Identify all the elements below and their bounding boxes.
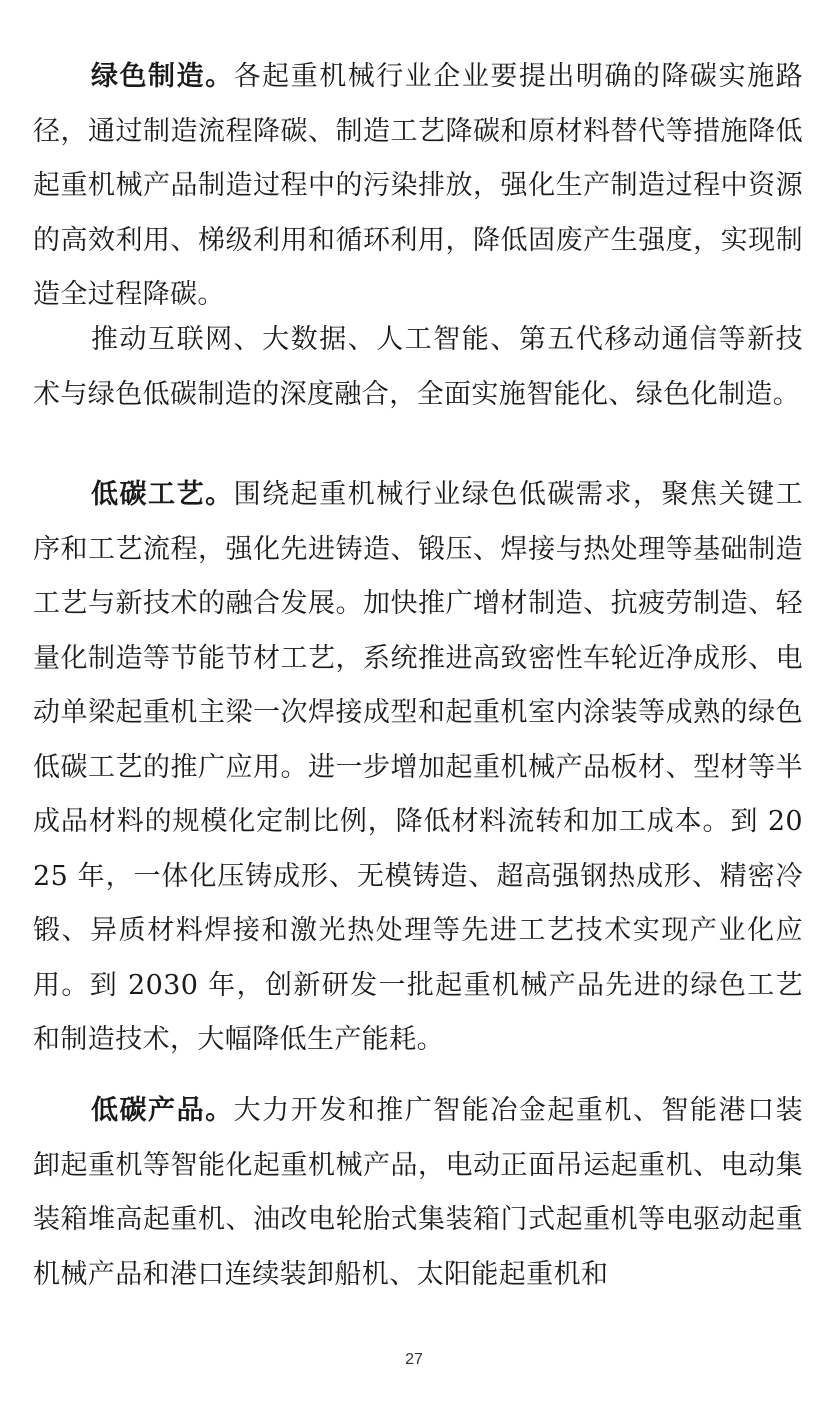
paragraph-heading: 绿色制造。 — [91, 61, 234, 92]
paragraph-text: 大力开发和推广智能冶金起重机、智能港口装卸起重机等智能化起重机械产品，电动正面吊运起重机、电动集装箱堆高起重机、油改电轮胎式集装箱门式起重机等电驱动起重机械产品和港口连续装卸船机、太阳能起重机和 — [33, 1095, 803, 1290]
page-number: 27 — [405, 1351, 423, 1368]
paragraph-green-manufacturing — [33, 50, 803, 323]
paragraph-heading: 低碳产品。 — [91, 1095, 234, 1126]
paragraph-low-carbon-process — [33, 468, 803, 1068]
paragraph-heading: 低碳工艺。 — [91, 479, 234, 510]
paragraph-low-carbon-products — [33, 1084, 803, 1302]
paragraph-text: 推动互联网、大数据、人工智能、第五代移动通信等新技术与绿色低碳制造的深度融合，全面实施智能化、绿色化制造。 — [33, 324, 803, 410]
paragraph-text: 围绕起重机械行业绿色低碳需求，聚焦关键工序和工艺流程，强化先进铸造、锻压、焊接与热处理等基础制造工艺与新技术的融合发展。加快推广增材制造、抗疲劳制造、轻量化制造等节能节材工艺，系统推进高致密性车轮近净成形、电动单梁起重机主梁一次焊接成型和起重机室内涂装等成熟的绿色低碳工艺的推广应用。进一步增加起重机械产品板材、型材等半成品材料的规模化定制比例，降低材料流转和加工成本。到 2025 年，一体化压铸成形、无模铸造、超高强钢热成形、精密冷锻、异质材料焊接和激光热处理等先进工艺技术实现产业化应用。到 2030 年，创新研发一批起重机械产品先进的绿色工艺和制造技术，大幅降低生产能耗。 — [33, 479, 803, 1055]
paragraph-digital-integration — [33, 313, 803, 422]
paragraph-text: 各起重机械行业企业要提出明确的降碳实施路径，通过制造流程降碳、制造工艺降碳和原材料替代等措施降低起重机械产品制造过程中的污染排放，强化生产制造过程中资源的高效利用、梯级利用和循环利用，降低固废产生强度，实现制造全过程降碳。 — [33, 61, 803, 310]
